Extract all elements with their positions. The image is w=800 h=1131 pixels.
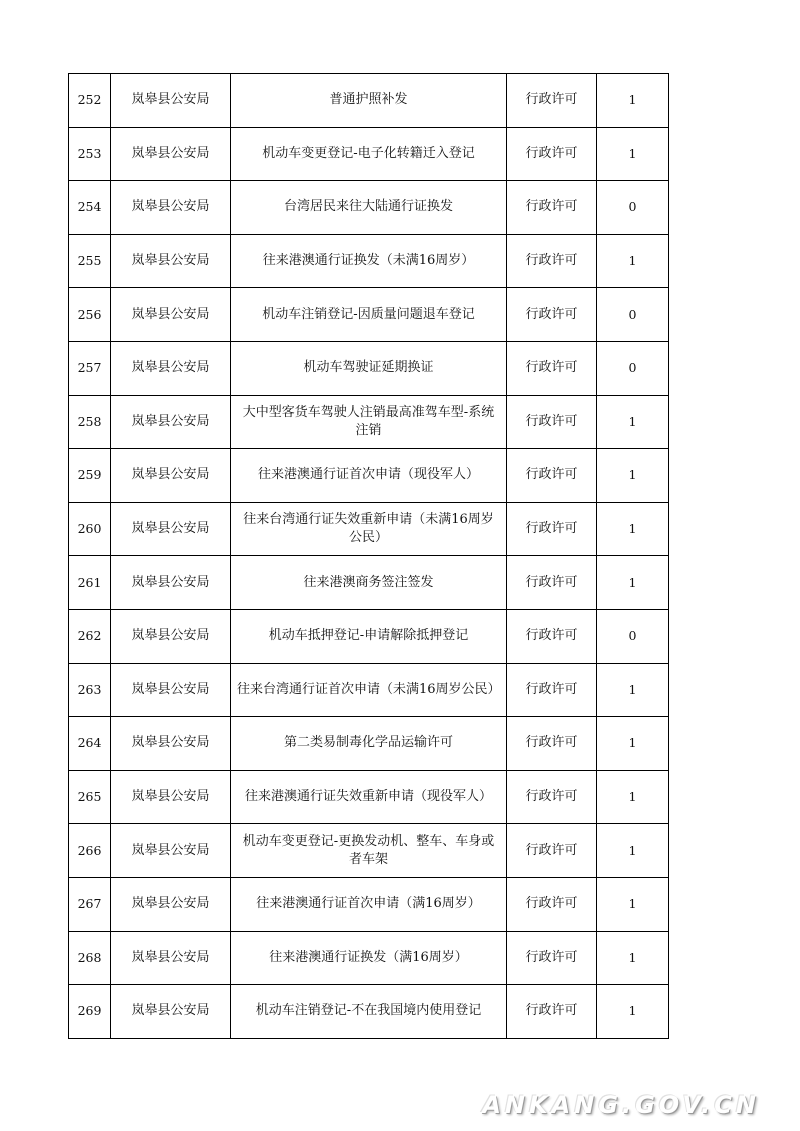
count-cell: 0 xyxy=(597,181,669,235)
department-cell: 岚皋县公安局 xyxy=(111,234,231,288)
table-row xyxy=(69,609,669,663)
department-cell: 岚皋县公安局 xyxy=(111,877,231,931)
count-cell: 1 xyxy=(597,985,669,1039)
table-row xyxy=(69,449,669,503)
department-cell: 岚皋县公安局 xyxy=(111,824,231,878)
count-cell: 1 xyxy=(597,502,669,556)
count-cell: 1 xyxy=(597,770,669,824)
department-cell: 岚皋县公安局 xyxy=(111,449,231,503)
item-name-cell: 往来港澳通行证换发（未满16周岁） xyxy=(231,234,507,288)
item-name-cell: 机动车抵押登记-申请解除抵押登记 xyxy=(231,609,507,663)
count-cell: 1 xyxy=(597,877,669,931)
count-cell: 1 xyxy=(597,824,669,878)
department-cell: 岚皋县公安局 xyxy=(111,931,231,985)
department-cell: 岚皋县公安局 xyxy=(111,288,231,342)
department-cell: 岚皋县公安局 xyxy=(111,985,231,1039)
item-type-cell: 行政许可 xyxy=(507,985,597,1039)
row-number-cell: 254 xyxy=(69,181,111,235)
permit-table-body xyxy=(69,74,669,1039)
item-name-cell: 往来港澳通行证失效重新申请（现役军人） xyxy=(231,770,507,824)
item-type-cell: 行政许可 xyxy=(507,181,597,235)
item-type-cell: 行政许可 xyxy=(507,74,597,128)
item-name-cell: 第二类易制毒化学品运输许可 xyxy=(231,717,507,771)
count-cell: 0 xyxy=(597,341,669,395)
row-number-cell: 258 xyxy=(69,395,111,449)
row-number-cell: 262 xyxy=(69,609,111,663)
count-cell: 0 xyxy=(597,609,669,663)
table-row xyxy=(69,931,669,985)
department-cell: 岚皋县公安局 xyxy=(111,609,231,663)
item-name-cell: 大中型客货车驾驶人注销最高准驾车型-系统注销 xyxy=(231,395,507,449)
count-cell: 1 xyxy=(597,717,669,771)
item-type-cell: 行政许可 xyxy=(507,127,597,181)
count-cell: 1 xyxy=(597,556,669,610)
count-cell: 1 xyxy=(597,449,669,503)
site-watermark: ANKANG.GOV.CN xyxy=(482,1091,760,1119)
row-number-cell: 263 xyxy=(69,663,111,717)
table-row xyxy=(69,127,669,181)
count-cell: 0 xyxy=(597,288,669,342)
row-number-cell: 261 xyxy=(69,556,111,610)
table-row xyxy=(69,985,669,1039)
department-cell: 岚皋县公安局 xyxy=(111,717,231,771)
table-row xyxy=(69,877,669,931)
department-cell: 岚皋县公安局 xyxy=(111,502,231,556)
row-number-cell: 260 xyxy=(69,502,111,556)
table-row xyxy=(69,395,669,449)
department-cell: 岚皋县公安局 xyxy=(111,556,231,610)
table-row xyxy=(69,234,669,288)
table-row xyxy=(69,663,669,717)
item-type-cell: 行政许可 xyxy=(507,234,597,288)
table-row xyxy=(69,74,669,128)
item-type-cell: 行政许可 xyxy=(507,717,597,771)
item-name-cell: 机动车注销登记-不在我国境内使用登记 xyxy=(231,985,507,1039)
item-type-cell: 行政许可 xyxy=(507,931,597,985)
count-cell: 1 xyxy=(597,74,669,128)
table-row xyxy=(69,181,669,235)
permit-table xyxy=(68,73,669,1039)
item-name-cell: 普通护照补发 xyxy=(231,74,507,128)
row-number-cell: 252 xyxy=(69,74,111,128)
row-number-cell: 256 xyxy=(69,288,111,342)
item-type-cell: 行政许可 xyxy=(507,502,597,556)
table-row xyxy=(69,824,669,878)
item-name-cell: 往来港澳通行证换发（满16周岁） xyxy=(231,931,507,985)
table-row xyxy=(69,717,669,771)
count-cell: 1 xyxy=(597,931,669,985)
row-number-cell: 253 xyxy=(69,127,111,181)
row-number-cell: 257 xyxy=(69,341,111,395)
department-cell: 岚皋县公安局 xyxy=(111,770,231,824)
department-cell: 岚皋县公安局 xyxy=(111,341,231,395)
item-name-cell: 往来港澳通行证首次申请（现役军人） xyxy=(231,449,507,503)
row-number-cell: 268 xyxy=(69,931,111,985)
department-cell: 岚皋县公安局 xyxy=(111,663,231,717)
count-cell: 1 xyxy=(597,395,669,449)
department-cell: 岚皋县公安局 xyxy=(111,74,231,128)
department-cell: 岚皋县公安局 xyxy=(111,181,231,235)
item-type-cell: 行政许可 xyxy=(507,288,597,342)
item-type-cell: 行政许可 xyxy=(507,341,597,395)
item-name-cell: 机动车变更登记-电子化转籍迁入登记 xyxy=(231,127,507,181)
table-row xyxy=(69,341,669,395)
item-name-cell: 台湾居民来往大陆通行证换发 xyxy=(231,181,507,235)
item-type-cell: 行政许可 xyxy=(507,556,597,610)
row-number-cell: 259 xyxy=(69,449,111,503)
item-type-cell: 行政许可 xyxy=(507,877,597,931)
item-name-cell: 机动车变更登记-更换发动机、整车、车身或者车架 xyxy=(231,824,507,878)
department-cell: 岚皋县公安局 xyxy=(111,127,231,181)
table-row xyxy=(69,502,669,556)
item-type-cell: 行政许可 xyxy=(507,824,597,878)
item-type-cell: 行政许可 xyxy=(507,663,597,717)
table-row xyxy=(69,288,669,342)
item-name-cell: 往来台湾通行证失效重新申请（未满16周岁公民） xyxy=(231,502,507,556)
item-name-cell: 机动车注销登记-因质量问题退车登记 xyxy=(231,288,507,342)
item-type-cell: 行政许可 xyxy=(507,395,597,449)
count-cell: 1 xyxy=(597,663,669,717)
row-number-cell: 264 xyxy=(69,717,111,771)
count-cell: 1 xyxy=(597,127,669,181)
item-type-cell: 行政许可 xyxy=(507,449,597,503)
item-name-cell: 机动车驾驶证延期换证 xyxy=(231,341,507,395)
item-name-cell: 往来港澳通行证首次申请（满16周岁） xyxy=(231,877,507,931)
item-name-cell: 往来台湾通行证首次申请（未满16周岁公民） xyxy=(231,663,507,717)
row-number-cell: 255 xyxy=(69,234,111,288)
row-number-cell: 265 xyxy=(69,770,111,824)
item-type-cell: 行政许可 xyxy=(507,770,597,824)
row-number-cell: 266 xyxy=(69,824,111,878)
row-number-cell: 269 xyxy=(69,985,111,1039)
row-number-cell: 267 xyxy=(69,877,111,931)
table-row xyxy=(69,770,669,824)
department-cell: 岚皋县公安局 xyxy=(111,395,231,449)
item-type-cell: 行政许可 xyxy=(507,609,597,663)
item-name-cell: 往来港澳商务签注签发 xyxy=(231,556,507,610)
table-row xyxy=(69,556,669,610)
count-cell: 1 xyxy=(597,234,669,288)
